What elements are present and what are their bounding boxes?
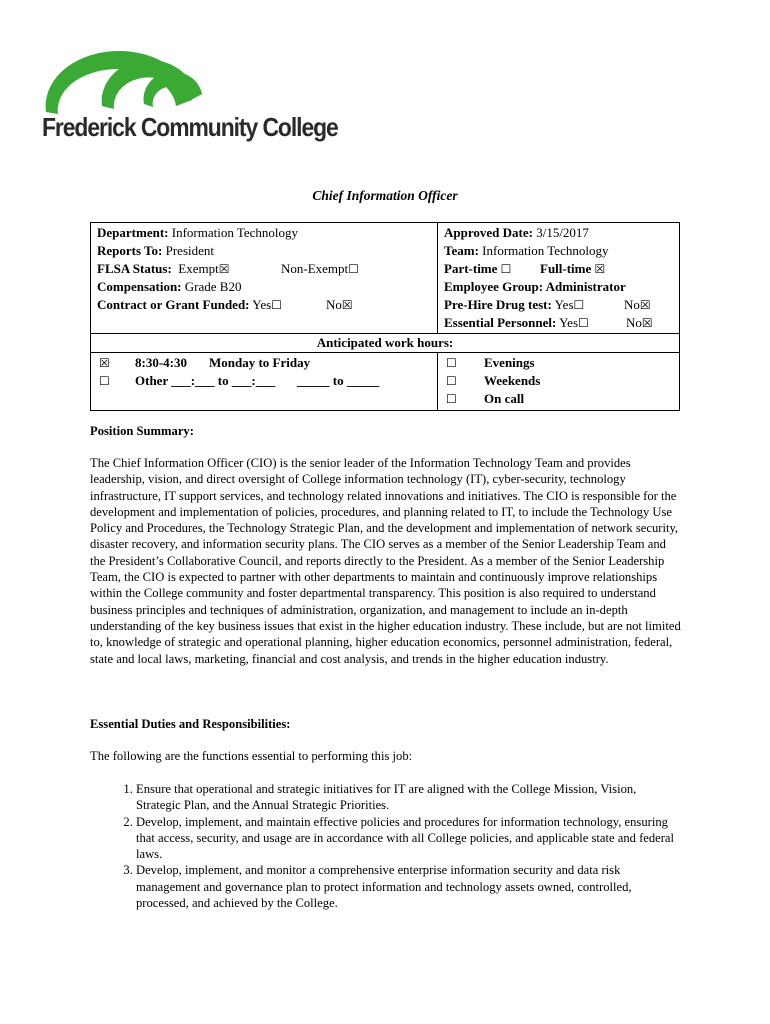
full-time-checkbox[interactable]: ☒ bbox=[594, 262, 606, 276]
contract-funded-row: Contract or Grant Funded: Yes☐ No☒ bbox=[97, 297, 353, 312]
contract-no-checkbox[interactable]: ☒ bbox=[341, 298, 353, 312]
other-hours-label: Other ___:___ to ___:___ bbox=[135, 373, 276, 388]
work-hours-left-cell bbox=[91, 353, 438, 411]
reports-to-value: President bbox=[165, 243, 215, 258]
work-hours-right-cell bbox=[438, 353, 680, 411]
drug-yes-checkbox[interactable]: ☐ bbox=[573, 298, 585, 312]
contract-yes-checkbox[interactable]: ☐ bbox=[271, 298, 282, 312]
essential-no-checkbox[interactable]: ☒ bbox=[641, 316, 653, 330]
work-hours-heading-cell bbox=[91, 334, 680, 353]
department-value: Information Technology bbox=[171, 225, 299, 240]
college-name: Frederick Community College bbox=[42, 112, 338, 142]
weekends-checkbox[interactable]: ☐ bbox=[446, 374, 457, 388]
position-summary-heading: Position Summary: bbox=[90, 424, 194, 438]
on-call-checkbox[interactable]: ☐ bbox=[446, 392, 457, 406]
other-hours-checkbox[interactable]: ☐ bbox=[99, 374, 110, 388]
standard-hours-days: Monday to Friday bbox=[209, 355, 311, 370]
employee-group-row: Employee Group: Administrator bbox=[444, 279, 626, 294]
evenings-row: ☐ Evenings bbox=[446, 355, 535, 370]
drug-no-checkbox[interactable]: ☒ bbox=[639, 298, 651, 312]
approved-date-row: Approved Date: 3/15/2017 bbox=[444, 225, 589, 240]
essential-duties-list-wrap bbox=[90, 781, 682, 911]
other-hours-row bbox=[97, 372, 431, 390]
info-right-cell bbox=[438, 223, 680, 334]
essential-yes-checkbox[interactable]: ☐ bbox=[578, 316, 589, 330]
other-hours-days: _____ to _____ bbox=[297, 373, 380, 388]
approved-date-value: 3/15/2017 bbox=[536, 225, 589, 240]
evenings-checkbox[interactable]: ☐ bbox=[446, 356, 457, 370]
flsa-status-row: FLSA Status: Exempt☒ Non-Exempt☐ bbox=[97, 261, 359, 276]
compensation-row: Compensation: Grade B20 bbox=[97, 279, 242, 294]
part-time-checkbox[interactable]: ☐ bbox=[500, 262, 512, 276]
rainbow-arcs-icon bbox=[40, 50, 280, 120]
compensation-value: Grade B20 bbox=[184, 279, 242, 294]
work-hours-heading: Anticipated work hours: bbox=[316, 335, 454, 350]
essential-duties-list bbox=[90, 781, 682, 911]
essential-duties-intro: The following are the functions essential to performing this job: bbox=[90, 749, 413, 763]
essential-personnel-row: Essential Personnel: Yes☐ No☒ bbox=[444, 315, 653, 330]
list-item: 3. Develop, implement, and monitor a comprehensive enterprise information security and data risk management and governance plan to protect information and technology assets owned, controlled, processed, and achieved by the College. bbox=[136, 862, 682, 911]
position-summary-text: The Chief Information Officer (CIO) is the senior leader of the Information Technology Team and provides leadership, vision, and direct oversight of College information technology (IT), cyber-security, technology infrastructure, IT support services, and technology related innovations and initiatives. The CIO is responsible for the development and implementation of policies, procedures, and planning related to IT, to include the Technology Use Policy and Procedures, the Technology Strategic Plan, and the development and implementation of network security, disaster recovery, and information security plans. The CIO serves as a member of the Senior Leadership Team and the President’s Collaborative Council, and reports directly to the President. As a member of the Senior Leadership Team, the CIO is expected to partner with other departments to maintain and continuously improve relationships within the College community and foster departmental transparency. This position is also required to understand business principles and techniques of administration, organization, and management to include an in-depth understanding of the key business issues that exist in the higher education industry. These include, but are not limited to, knowledge of strategic and operational planning, higher education economics, personnel administration, federal, state and local laws, marketing, financial and cost analysis, and trends in the higher education industry. bbox=[90, 456, 681, 666]
list-item: 2. Develop, implement, and maintain effective policies and procedures for information technology, ensuring that access, security, and usage are in accordance with all College policies, and applicable state and federal laws. bbox=[136, 814, 682, 863]
weekends-row: ☐ Weekends bbox=[446, 373, 541, 388]
exempt-checkbox[interactable]: ☒ bbox=[218, 262, 230, 276]
department-row: Department: Information Technology bbox=[97, 225, 299, 240]
drug-test-row: Pre-Hire Drug test: Yes☐ No☒ bbox=[444, 297, 651, 312]
reports-to-row: Reports To: President bbox=[97, 243, 215, 258]
document-title: Chief Information Officer bbox=[312, 188, 458, 203]
employment-type-row: Part-time ☐ Full-time ☒ bbox=[444, 261, 606, 276]
on-call-row: ☐ On call bbox=[446, 391, 525, 406]
team-row: Team: Information Technology bbox=[444, 243, 609, 258]
position-info-table bbox=[90, 222, 680, 411]
essential-duties-heading: Essential Duties and Responsibilities: bbox=[90, 717, 291, 731]
non-exempt-checkbox[interactable]: ☐ bbox=[348, 262, 359, 276]
list-item: 1. Ensure that operational and strategic initiatives for IT are aligned with the College Mission, Vision, Strategic Plan, and the Annual Strategic Priorities. bbox=[136, 781, 682, 814]
info-left-cell bbox=[91, 223, 438, 334]
standard-hours-row bbox=[97, 354, 431, 372]
college-logo bbox=[40, 50, 338, 154]
standard-hours-checkbox[interactable]: ☒ bbox=[99, 356, 110, 370]
standard-hours-time: 8:30-4:30 bbox=[135, 355, 187, 370]
team-value: Information Technology bbox=[482, 243, 609, 258]
